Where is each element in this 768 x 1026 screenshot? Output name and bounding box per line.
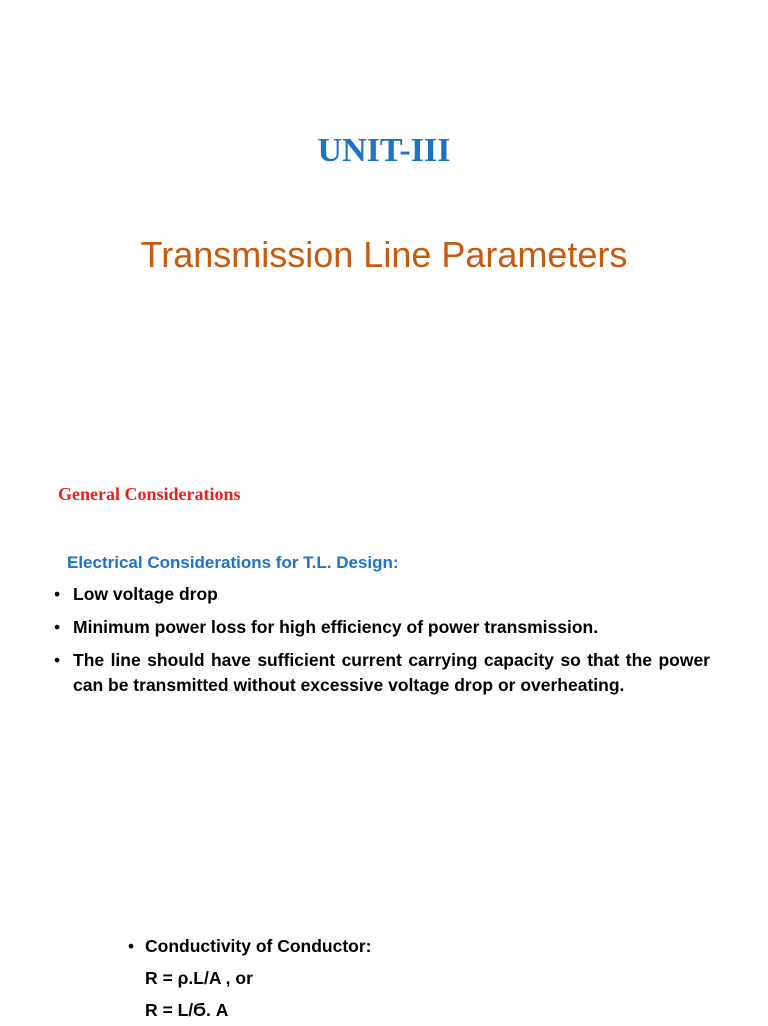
list-item-text: The line should have sufficient current carrying capacity so that the power can be transmitted without excessive voltage drop or overheating. — [73, 650, 710, 695]
section-heading: General Considerations — [58, 484, 241, 504]
formula-resistivity: R = ρ.L/A , or — [145, 968, 253, 988]
bullet-icon: • — [54, 650, 61, 670]
conductivity-label: Conductivity of Conductor: — [145, 936, 372, 956]
considerations-list — [54, 582, 710, 706]
list-item-text: Minimum power loss for high efficiency of power transmission. — [73, 617, 599, 637]
list-item-text: Low voltage drop — [73, 584, 218, 604]
unit-title: UNIT-III — [317, 132, 451, 169]
list-item — [54, 615, 710, 640]
bullet-icon: • — [54, 584, 61, 604]
bullet-icon: • — [128, 936, 135, 956]
page-title: Transmission Line Parameters — [140, 234, 628, 275]
list-item — [54, 648, 710, 698]
conductivity-item — [128, 930, 528, 962]
list-item — [54, 582, 710, 607]
conductivity-block — [128, 930, 528, 1026]
formula-conductivity: R = L/Ϭ. A — [145, 1000, 229, 1020]
bullet-icon: • — [54, 617, 61, 637]
sub-heading: Electrical Considerations for T.L. Design: — [67, 553, 399, 572]
